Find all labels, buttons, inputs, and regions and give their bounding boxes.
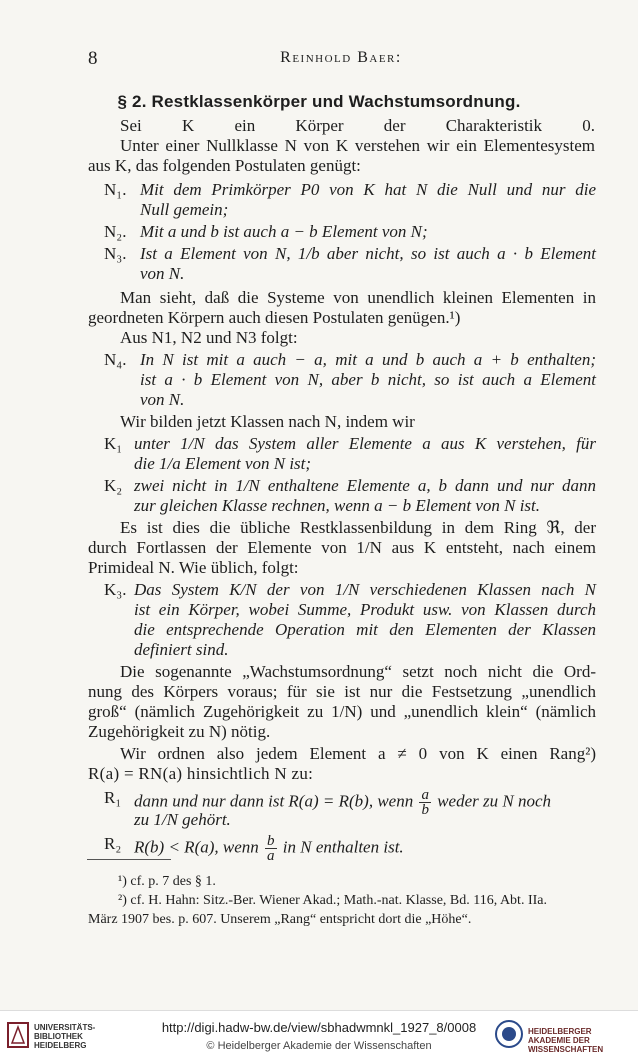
class-label: K₁ (104, 434, 123, 453)
rank-label: R₁ (104, 788, 122, 807)
page-number: 8 (88, 48, 98, 69)
text-line: unter 1/N das System aller Elemente a aus K verstehen, für (134, 434, 596, 453)
text-line: nung des Körpers voraus; für sie ist nur die Festsetzung „unendlich (88, 682, 596, 701)
text-line: Ist a Element von N, 1/b aber nicht, so ist auch a · b Element (140, 244, 596, 263)
text-line: geordneten Körpern auch diesen Postulaten genügen.¹) (88, 308, 461, 327)
text-line: zwei nicht in 1/N enthaltene Elemente a, b dann und nur dann (134, 476, 596, 495)
copyright: © Heidelberger Akademie der Wissenschaften (206, 1040, 432, 1052)
text-line: zur gleichen Klasse rechnen, wenn a − b Element von N ist. (134, 496, 541, 515)
text-line: Man sieht, daß die Systeme von unendlich kleinen Elementen in (120, 288, 596, 307)
running-head: Reinhold Baer: (280, 49, 402, 66)
text-line: Mit a und b ist auch a − b Element von N; (140, 222, 428, 241)
text-line: ist ein Körper, wobei Summe, Produkt usw. von Klassen durch (134, 600, 596, 619)
fraction: $\frac{a}{b}$ (421, 787, 429, 818)
permalink[interactable]: http://digi.hadw-bw.de/view/sbhadwmnkl_1927_8/0008 (161, 1020, 477, 1035)
university-library-name: UNIVERSITÄTS- BIBLIOTHEK HEIDELBERG (34, 1023, 96, 1050)
academy-name: HEIDELBERGER AKADEMIE DER WISSENSCHAFTEN (528, 1027, 604, 1054)
academy-seal-icon (494, 1019, 524, 1049)
footnote: ²) cf. H. Hahn: Sitz.-Ber. Wiener Akad.; Math.-nat. Klasse, Bd. 116, Abt. IIa. (118, 893, 547, 908)
text-line: In N ist mit a auch − a, mit a und b auch a + b enthalten; (140, 350, 596, 369)
text-line: Sei K ein Körper der Charakteristik 0. (120, 116, 595, 135)
text-line: Unter einer Nullklasse N von K verstehen wir ein Elementesystem (120, 136, 595, 155)
text-line: aus K, das folgenden Postulaten genügt: (88, 156, 361, 175)
text-line: Es ist dies die übliche Restklassenbildung in dem Ring ℜ, der (120, 518, 596, 537)
footnote: März 1907 bes. p. 607. Unserem „Rang“ entspricht dort die „Höhe“. (88, 912, 472, 927)
class-label: K₂ (104, 476, 123, 495)
text-line: ist a · b Element von N, aber b nicht, so ist auch a Element (140, 370, 596, 389)
postulate-label: N₄. (104, 350, 127, 369)
fraction: $\frac{b}{a}$ (267, 833, 275, 864)
text-line: Das System K/N der von 1/N verschiedenen Klassen nach N (134, 580, 596, 599)
text-line: die 1/a Element von N ist; (134, 454, 312, 473)
postulate-label: N₁. (104, 180, 127, 199)
text-line: von N. (140, 264, 185, 283)
page-header (88, 48, 594, 72)
footnote: ¹) cf. p. 7 des § 1. (118, 874, 216, 889)
text-line: Aus N1, N2 und N3 folgt: (120, 328, 298, 347)
rank-rule-2: R(b) < R(a), wenn $\frac{b}{a}$ in N enthalten ist. (134, 833, 404, 864)
text-line: Wir bilden jetzt Klassen nach N, indem wir (120, 412, 415, 431)
text-line: Die sogenannte „Wachstumsordnung“ setzt noch nicht die Ord- (120, 662, 596, 681)
section-title: § 2. Restklassenkörper und Wachstumsordnung. (117, 92, 521, 111)
class-label: K₃. (104, 580, 127, 599)
text-line: Null gemein; (140, 200, 229, 219)
text-line: R(a) = RN(a) hinsichtlich N zu: (88, 764, 314, 783)
postulate-label: N₂. (104, 222, 127, 241)
text-line: zu 1/N gehört. (134, 810, 231, 829)
text-line: Zugehörigkeit zu N) nötig. (88, 722, 271, 741)
footnote-rule (87, 859, 171, 860)
text-line: Wir ordnen also jedem Element a ≠ 0 von K einen Rang²) (120, 744, 596, 763)
postulate-label: N₃. (104, 244, 127, 263)
digitization-footer (0, 1010, 638, 1058)
rank-rule-1: dann und nur dann ist R(a) = R(b), wenn $\frac{a}{b}$ weder zu N noch (134, 787, 551, 818)
text-line: durch Fortlassen der Elemente von 1/N aus K entsteht, nach einem (88, 538, 596, 557)
text-line: die entsprechende Operation mit den Elementen der Klassen (134, 620, 596, 639)
text-line: groß“ (nämlich Zugehörigkeit zu 1/N) und „unendlich klein“ (nämlich (88, 702, 596, 721)
rank-label: R₂ (104, 834, 122, 853)
text-line: von N. (140, 390, 185, 409)
text-line: Mit dem Primkörper P0 von K hat N die Null und nur die (140, 180, 596, 199)
text-line: Primideal N. Wie üblich, folgt: (88, 558, 299, 577)
text-line: definiert sind. (134, 640, 229, 659)
